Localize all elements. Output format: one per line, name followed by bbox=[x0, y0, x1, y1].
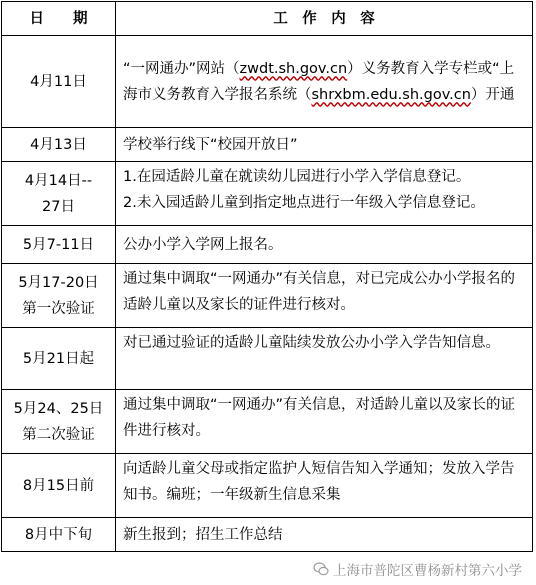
row-date bbox=[2, 328, 116, 390]
date-line: 5月21日起 bbox=[22, 350, 95, 367]
row-description: 学校举行线下“校园开放日” bbox=[116, 128, 533, 162]
description-line: 新生报到；招生工作总结 bbox=[123, 526, 283, 543]
date-line: 第二次验证 bbox=[22, 426, 95, 443]
row-description bbox=[116, 390, 533, 454]
date-line: 4月14日-- bbox=[24, 172, 93, 189]
description-line: 对已通过验证的适龄儿童陆续发放公办小学入学告知信息。 bbox=[123, 335, 500, 351]
row-date bbox=[2, 390, 116, 454]
description-line: 向适龄儿童父母或指定监护人短信告知入学通知；发放入学告知书。编班；一年级新生信息采集 bbox=[123, 461, 515, 503]
row-date bbox=[2, 226, 116, 264]
table-row bbox=[2, 454, 533, 518]
row-date bbox=[2, 162, 116, 226]
date-line: 27日 bbox=[42, 198, 75, 215]
table-row bbox=[2, 518, 533, 552]
watermark-text: 上海市普陀区曹杨新村第六小学 bbox=[333, 563, 522, 579]
row-description: “一网通办”网站（zwdt.sh.gov.cn）义务教育入学专栏或“上海市义务教育入学报名系统（shrxbm.edu.sh.gov.cn）开通 bbox=[116, 36, 533, 128]
wechat-icon bbox=[313, 561, 329, 577]
row-date bbox=[2, 518, 116, 552]
description-line: 通过集中调取“一网通办”有关信息，对适龄儿童以及家长的证件进行核对。 bbox=[123, 397, 516, 439]
date-line: 5月17-20日 bbox=[18, 274, 99, 291]
date-line: 8月15日前 bbox=[22, 477, 95, 494]
table-row bbox=[2, 328, 533, 390]
description-line: 1.在园适龄儿童在就读幼儿园进行小学入学信息登记。 bbox=[123, 169, 471, 185]
description-line: 公办小学入学网上报名。 bbox=[123, 236, 283, 253]
row-date bbox=[2, 128, 116, 162]
date-line: 8月中下旬 bbox=[24, 526, 93, 543]
date-line: 第一次验证 bbox=[22, 300, 95, 317]
row-date bbox=[2, 36, 116, 128]
table-row bbox=[2, 264, 533, 328]
row-description bbox=[116, 518, 533, 552]
description-line: 通过集中调取“一网通办”有关信息，对已完成公办小学报名的适龄儿童以及家长的证件进行核对。 bbox=[123, 271, 516, 313]
date-line: 5月24、25日 bbox=[13, 400, 104, 417]
date-line: 4月11日 bbox=[30, 73, 87, 90]
table-row bbox=[2, 128, 533, 162]
row-date bbox=[2, 264, 116, 328]
row-description bbox=[116, 264, 533, 328]
date-line: 4月13日 bbox=[30, 136, 87, 153]
table-row bbox=[2, 162, 533, 226]
description-line: 2.未入园适龄儿童到指定地点进行一年级入学信息登记。 bbox=[123, 195, 485, 211]
table-row bbox=[2, 226, 533, 264]
date-line: 5月7-11日 bbox=[22, 236, 95, 253]
header-content: 工 作 内 容 bbox=[116, 2, 533, 36]
row-date bbox=[2, 454, 116, 518]
schedule-table bbox=[1, 1, 533, 552]
watermark bbox=[313, 559, 522, 579]
table-row bbox=[2, 390, 533, 454]
row-description bbox=[116, 162, 533, 226]
header-date: 日 期 bbox=[2, 2, 116, 36]
row-description bbox=[116, 454, 533, 518]
table-row bbox=[2, 36, 533, 128]
row-description bbox=[116, 226, 533, 264]
row-description bbox=[116, 328, 533, 390]
table-header-row bbox=[2, 2, 533, 36]
